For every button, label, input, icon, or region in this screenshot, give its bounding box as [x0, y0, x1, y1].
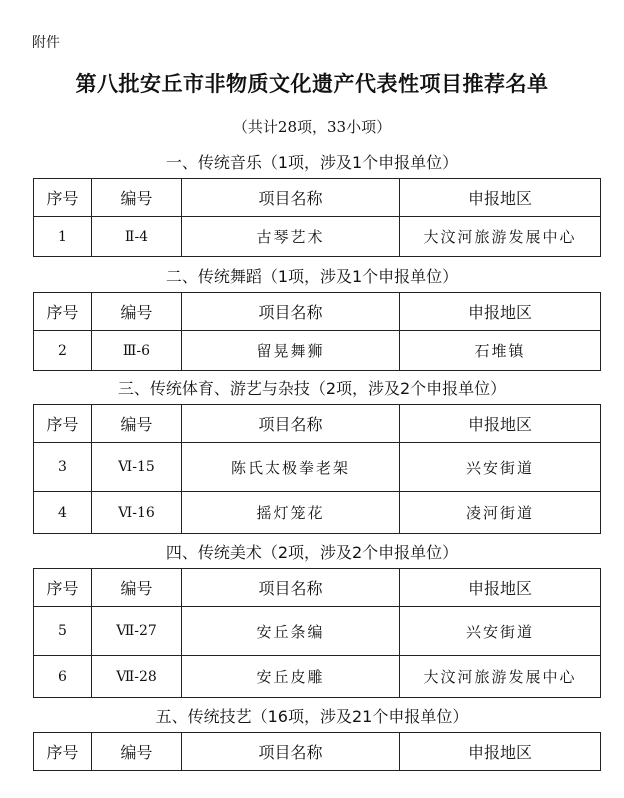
- table-header-row: [34, 405, 601, 443]
- header-area: 申报地区: [400, 405, 601, 443]
- section-title-dance: 二、传统舞蹈（1项，涉及1个申报单位）: [165, 267, 459, 286]
- cell-area: 大汶河旅游发展中心: [400, 217, 601, 257]
- header-name: 项目名称: [182, 293, 400, 331]
- cell-name: 安丘条编: [182, 607, 400, 656]
- cell-no: 5: [34, 607, 92, 656]
- cell-code: Ⅶ-28: [92, 656, 182, 698]
- cell-no: 6: [34, 656, 92, 698]
- header-no: 序号: [34, 179, 92, 217]
- cell-area: 石堆镇: [400, 331, 601, 371]
- table-music: [33, 178, 601, 257]
- table-header-row: [34, 293, 601, 331]
- table-row: [34, 217, 601, 257]
- table-craft: [33, 732, 601, 771]
- header-code: 编号: [92, 405, 182, 443]
- section-title-sports: 三、传统体育、游艺与杂技（2项，涉及2个申报单位）: [117, 379, 507, 398]
- header-area: 申报地区: [400, 733, 601, 771]
- section-title-craft: 五、传统技艺（16项，涉及21个申报单位）: [155, 707, 469, 726]
- cell-no: 3: [34, 443, 92, 492]
- page-subtitle: （共计28项，33小项）: [232, 118, 392, 136]
- cell-code: Ⅱ-4: [92, 217, 182, 257]
- cell-name: 陈氏太极拳老架: [182, 443, 400, 492]
- header-no: 序号: [34, 569, 92, 607]
- table-row: [34, 443, 601, 492]
- header-name: 项目名称: [182, 569, 400, 607]
- header-area: 申报地区: [400, 179, 601, 217]
- table-header-row: [34, 733, 601, 771]
- header-name: 项目名称: [182, 179, 400, 217]
- cell-no: 4: [34, 492, 92, 534]
- header-code: 编号: [92, 569, 182, 607]
- cell-name: 古琴艺术: [182, 217, 400, 257]
- table-row: [34, 492, 601, 534]
- header-no: 序号: [34, 733, 92, 771]
- cell-no: 1: [34, 217, 92, 257]
- cell-code: Ⅵ-16: [92, 492, 182, 534]
- header-code: 编号: [92, 179, 182, 217]
- cell-name: 摇灯笼花: [182, 492, 400, 534]
- header-name: 项目名称: [182, 733, 400, 771]
- cell-code: Ⅶ-27: [92, 607, 182, 656]
- cell-code: Ⅲ-6: [92, 331, 182, 371]
- table-row: [34, 331, 601, 371]
- cell-area: 凌河街道: [400, 492, 601, 534]
- table-art: [33, 568, 601, 698]
- header-area: 申报地区: [400, 293, 601, 331]
- table-header-row: [34, 569, 601, 607]
- table-row: [34, 656, 601, 698]
- table-dance: [33, 292, 601, 371]
- cell-area: 大汶河旅游发展中心: [400, 656, 601, 698]
- header-area: 申报地区: [400, 569, 601, 607]
- header-name: 项目名称: [182, 405, 400, 443]
- cell-name: 留晃舞狮: [182, 331, 400, 371]
- header-code: 编号: [92, 733, 182, 771]
- attachment-label: 附件: [32, 35, 60, 51]
- cell-area: 兴安街道: [400, 443, 601, 492]
- cell-no: 2: [34, 331, 92, 371]
- header-no: 序号: [34, 405, 92, 443]
- cell-code: Ⅵ-15: [92, 443, 182, 492]
- header-code: 编号: [92, 293, 182, 331]
- cell-area: 兴安街道: [400, 607, 601, 656]
- section-title-music: 一、传统音乐（1项，涉及1个申报单位）: [165, 153, 459, 172]
- table-sports: [33, 404, 601, 534]
- table-row: [34, 607, 601, 656]
- section-title-art: 四、传统美术（2项，涉及2个申报单位）: [165, 543, 459, 562]
- table-header-row: [34, 179, 601, 217]
- cell-name: 安丘皮雕: [182, 656, 400, 698]
- header-no: 序号: [34, 293, 92, 331]
- page-title: 第八批安丘市非物质文化遗产代表性项目推荐名单: [75, 72, 549, 96]
